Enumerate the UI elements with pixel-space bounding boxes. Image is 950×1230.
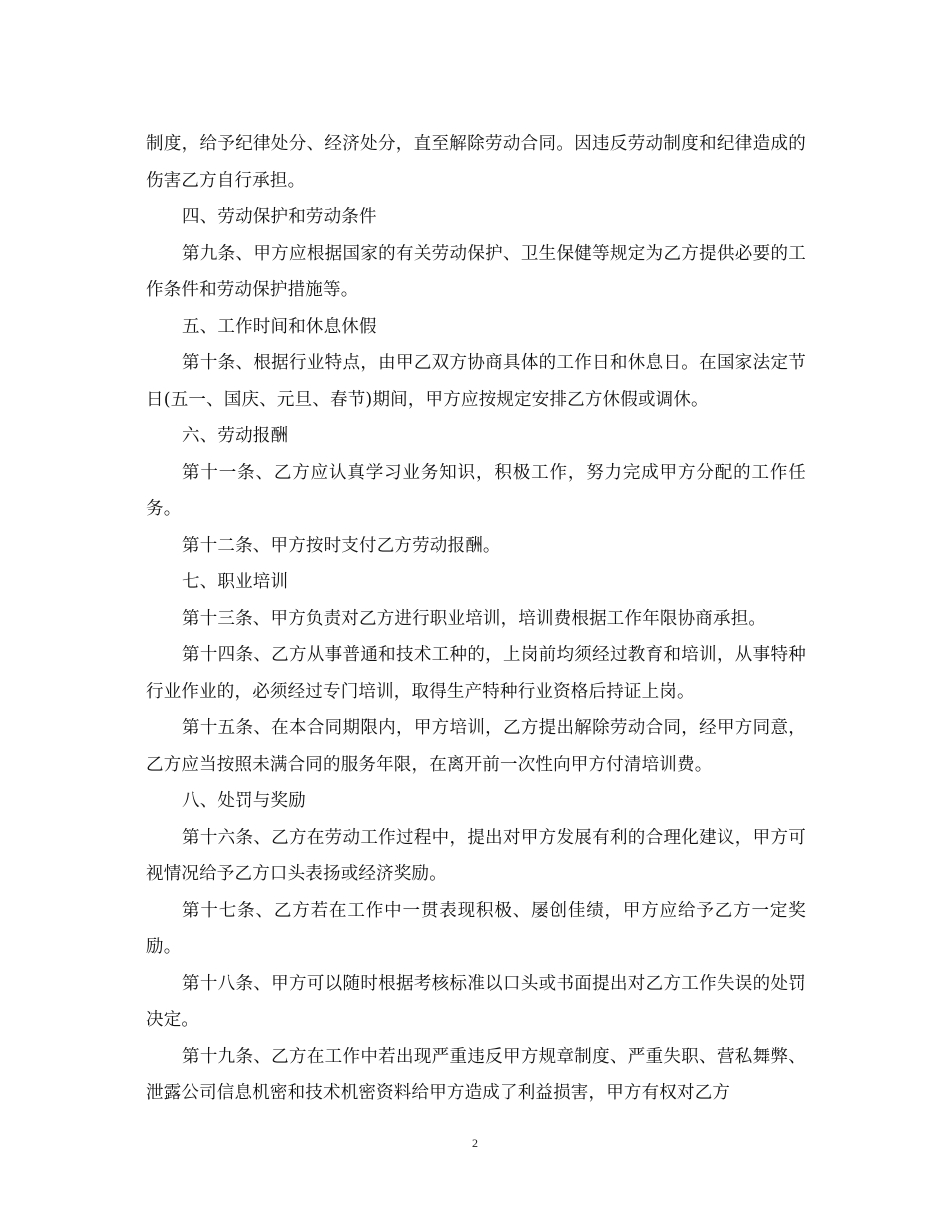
section-heading-training: 七、职业培训: [182, 572, 289, 592]
section-heading-penalties-rewards: 八、处罚与奖励: [182, 791, 306, 811]
clause-9: 第九条、甲方应根据国家的有关劳动保护、卫生保健等规定为乙方提供必要的工作条件和劳动保护措施等。: [146, 243, 806, 300]
clause-16: 第十六条、乙方在劳动工作过程中，提出对甲方发展有利的合理化建议，甲方可视情况给予乙方口头表扬或经济奖励。: [146, 827, 806, 884]
page-number: 2: [472, 1136, 478, 1150]
section-heading-labor-protection: 四、劳动保护和劳动条件: [182, 207, 377, 227]
clause-13: 第十三条、甲方负责对乙方进行职业培训，培训费根据工作年限协商承担。: [182, 608, 767, 629]
clause-12: 第十二条、甲方按时支付乙方劳动报酬。: [182, 535, 501, 556]
document-body: [146, 126, 806, 1112]
clause-19: 第十九条、乙方在工作中若出现严重违反甲方规章制度、严重失职、营私舞弊、泄露公司信息机密和技术机密资料给甲方造成了利益损害，甲方有权对乙方: [146, 1046, 806, 1103]
paragraph-continuation: 制度，给予纪律处分、经济处分，直至解除劳动合同。因违反劳动制度和纪律造成的伤害乙方自行承担。: [146, 134, 806, 191]
section-heading-remuneration: 六、劳动报酬: [182, 426, 289, 446]
section-heading-working-hours: 五、工作时间和休息休假: [182, 316, 377, 337]
clause-11: 第十一条、乙方应认真学习业务知识，积极工作，努力完成甲方分配的工作任务。: [146, 462, 806, 519]
clause-10: 第十条、根据行业特点，由甲乙双方协商具体的工作日和休息日。在国家法定节日(五一、国庆、元旦、春节)期间，甲方应按规定安排乙方休假或调休。: [146, 353, 806, 410]
clause-14: 第十四条、乙方从事普通和技术工种的，上岗前均须经过教育和培训，从事特种行业作业的，必须经过专门培训，取得生产特种行业资格后持证上岗。: [146, 645, 806, 702]
clause-17: 第十七条、乙方若在工作中一贯表现积极、屡创佳绩，甲方应给予乙方一定奖励。: [146, 900, 806, 957]
clause-18: 第十八条、甲方可以随时根据考核标准以口头或书面提出对乙方工作失误的处罚决定。: [146, 973, 806, 1030]
clause-15: 第十五条、在本合同期限内，甲方培训，乙方提出解除劳动合同，经甲方同意，乙方应当按照未满合同的服务年限，在离开前一次性向甲方付清培训费。: [146, 718, 806, 775]
